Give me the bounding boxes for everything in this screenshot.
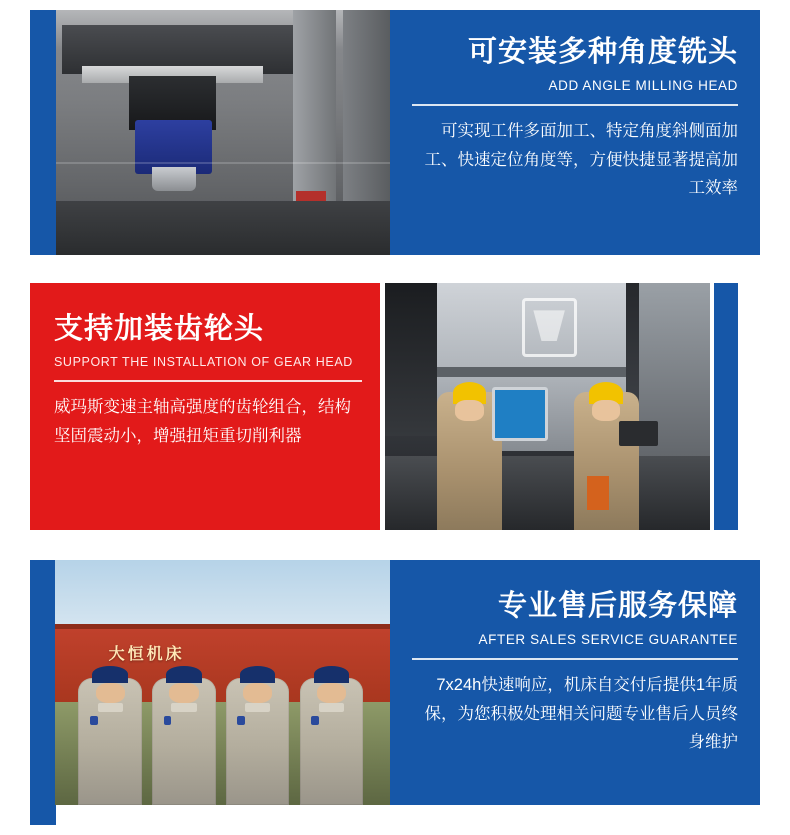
worker-face (592, 400, 621, 421)
uniform-collar (171, 703, 196, 712)
cap-icon (240, 666, 276, 683)
uniform-badge (237, 716, 245, 725)
machine-rail-strip (437, 367, 626, 377)
machine-table (55, 201, 390, 255)
factory-sign-text: 大恒机床 (108, 645, 185, 663)
person-face (243, 683, 272, 703)
section1-body: 可实现工件多面加工、特定角度斜侧面加工、快速定位角度等，方便快捷显著提高加工效率 (424, 122, 738, 198)
section2-subtitle: SUPPORT THE INSTALLATION OF GEAR HEAD (54, 355, 353, 370)
handheld-device (619, 421, 658, 446)
section1-subtitle: ADD ANGLE MILLING HEAD (548, 78, 738, 94)
uniform-collar (245, 703, 270, 712)
gantry-milling-head-photo (55, 10, 390, 255)
cnc-control-panel (492, 387, 547, 441)
cap-icon (314, 666, 350, 683)
section1-accent-bar (30, 10, 56, 255)
team-member (300, 678, 364, 805)
section3-headline: 专业售后服务保障 (497, 590, 738, 622)
section2-body: 威玛斯变速主轴高强度的齿轮组合，结构坚固震动小，增强扭矩重切削利器 (54, 398, 351, 445)
spindle-nose (152, 167, 196, 192)
uniform-badge (311, 716, 319, 725)
section2-headline: 支持加装齿轮头 (54, 313, 265, 345)
cap-icon (92, 666, 128, 683)
machine-side-panel (385, 283, 444, 436)
uniform-badge (90, 716, 98, 725)
service-team-photo (55, 560, 390, 805)
person-face (96, 683, 125, 703)
section1-headline: 可安装多种角度铣头 (467, 36, 738, 68)
workshop-floor (385, 456, 710, 530)
person-face (317, 683, 346, 703)
uniform-collar (319, 703, 344, 712)
section3-accent-bar (30, 560, 56, 825)
section3-divider (412, 658, 738, 660)
section3-subtitle: AFTER SALES SERVICE GUARANTEE (478, 632, 738, 648)
cap-icon (166, 666, 202, 683)
team-member (226, 678, 290, 805)
floor-line (55, 162, 390, 164)
section3-text-panel (390, 560, 760, 805)
workers-operating-machine-photo (385, 283, 710, 530)
red-marker (296, 191, 326, 201)
section1-text-panel (390, 10, 760, 255)
section2-accent-bar (714, 283, 738, 530)
section2-divider (54, 380, 362, 382)
uniform-collar (98, 703, 123, 712)
section2-text-panel (30, 283, 380, 530)
team-member (152, 678, 216, 805)
orange-equipment (587, 476, 610, 511)
uniform-badge (164, 716, 172, 725)
person-face (169, 683, 198, 703)
worker-face (455, 400, 484, 421)
brand-logo-icon (522, 298, 577, 357)
section1-divider (412, 104, 738, 106)
section3-body: 7x24h快速响应，机床自交付后提供1年质保，为您积极处理相关问题专业售后人员终身维护 (424, 676, 738, 752)
team-member (78, 678, 142, 805)
